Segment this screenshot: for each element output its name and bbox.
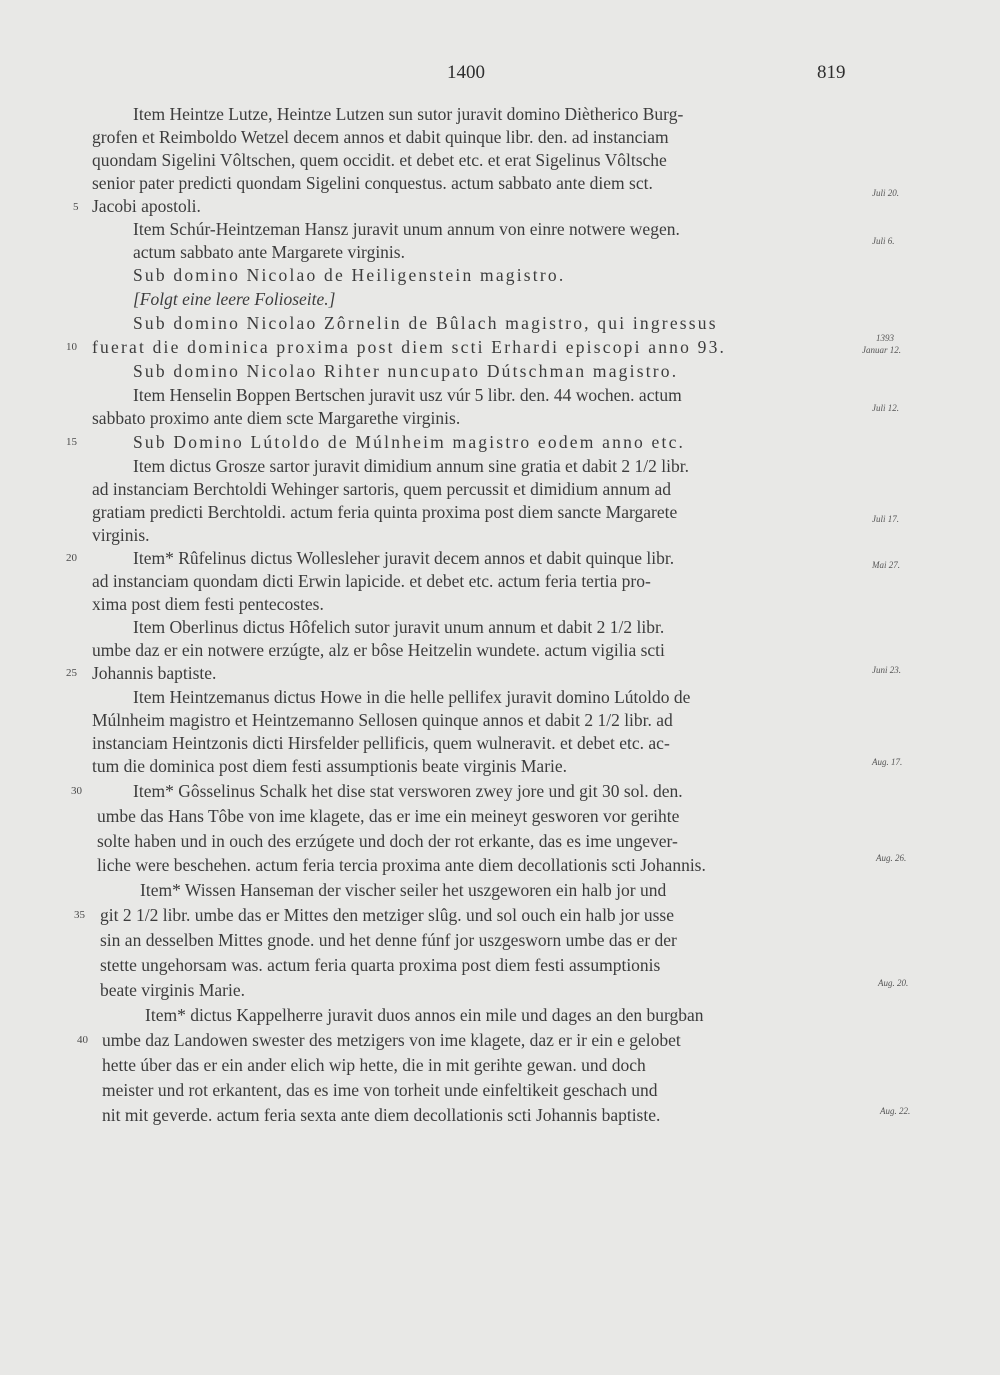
text-line: sin an desselben Mittes gnode. und het denne fúnf jor uszgesworn umbe das er der [100,930,677,950]
line-number: 10 [66,341,77,353]
line-number: 15 [66,436,77,448]
margin-date-note: Juni 23. [872,665,901,675]
margin-date-note: Juli 17. [872,514,899,524]
text-line: actum sabbato ante Margarete virginis. [133,242,405,262]
margin-date-note: Aug. 20. [878,978,909,988]
text-line: Jacobi apostoli. [92,196,201,216]
line-number: 20 [66,552,77,564]
text-line: Item* Gôsselinus Schalk het dise stat versworen zwey jore und git 30 sol. den. [133,781,683,801]
text-line: quondam Sigelini Vôltschen, quem occidit. et debet etc. et erat Sigelinus Vôltsche [92,150,667,170]
text-line: liche were beschehen. actum feria tercia proxima ante diem decollationis scti Johannis. [97,855,706,875]
page-number: 819 [817,62,846,83]
line-number: 35 [74,909,85,921]
text-line: Item Heintzemanus dictus Howe in die helle pellifex juravit domino Lútoldo de [133,687,691,707]
text-line: Johannis baptiste. [92,663,217,683]
line-number: 40 [77,1034,88,1046]
text-line: ad instanciam Berchtoldi Wehinger sartoris, quem percussit et dimidium annum ad [92,479,672,499]
text-line: nit mit geverde. actum feria sexta ante diem decollationis scti Johannis baptiste. [102,1105,661,1125]
section-heading: Sub domino Nicolao de Heiligenstein magistro. [133,265,566,285]
text-line: Múlnheim magistro et Heintzemanno Sellosen quinque annos et dabit 2 1/2 libr. ad [92,710,673,730]
text-line: umbe daz er ein notwere erzúgte, alz er bôse Heitzelin wundete. actum vigilia scti [92,640,665,660]
margin-date-note: Juli 12. [872,403,899,413]
text-line: instanciam Heintzonis dicti Hirsfelder pellificis, quem wulneravit. et debet etc. ac- [92,733,670,753]
line-number: 30 [71,785,82,797]
text-line: hette úber das er ein ander elich wip hette, die in mit gerihte gewan. und doch [102,1055,646,1075]
text-line: Item Oberlinus dictus Hôfelich sutor juravit unum annum et dabit 2 1/2 libr. [133,617,665,637]
text-line: gratiam predicti Berchtoldi. actum feria quinta proxima post diem sancte Margarete [92,502,678,522]
text-line: grofen et Reimboldo Wetzel decem annos et dabit quinque libr. den. ad instanciam [92,127,669,147]
section-heading: fuerat die dominica proxima post diem scti Erhardi episcopi anno 93. [92,337,727,357]
text-line: Item* dictus Kappelherre juravit duos annos ein mile und dages an den burgban [145,1005,704,1025]
text-line: virginis. [92,525,150,545]
margin-date-note: Juli 20. [872,188,899,198]
margin-date-note: Aug. 22. [880,1106,911,1116]
text-line: ad instanciam quondam dicti Erwin lapicide. et debet etc. actum feria tertia pro- [92,571,651,591]
margin-date-note: Aug. 17. [872,757,903,767]
text-line: umbe daz Landowen swester des metzigers von ime klagete, daz er ir ein e gelobet [102,1030,681,1050]
text-line: sabbato proximo ante diem scte Margarethe virginis. [92,408,461,428]
section-heading: Sub Domino Lútoldo de Múlnheim magistro eodem anno etc. [133,432,686,452]
line-number: 25 [66,667,77,679]
text-line: tum die dominica post diem festi assumptionis beate virginis Marie. [92,756,568,776]
text-line: meister und rot erkantent, das es ime von torheit unde einfeltikeit geschach und [102,1080,658,1100]
text-line: stette ungehorsam was. actum feria quarta proxima post diem festi assumptionis [100,955,661,975]
text-line: solte haben und in ouch des erzúgete und doch der rot erkante, das es ime ungever- [97,831,678,851]
text-line: Item Heintze Lutze, Heintze Lutzen sun sutor juravit domino Diètherico Burg- [133,104,684,124]
editorial-note: [Folgt eine leere Folioseite.] [133,289,336,309]
text-line: beate virginis Marie. [100,980,245,1000]
text-line: xima post diem festi pentecostes. [92,594,324,614]
margin-year-note: 1393 [876,333,894,343]
margin-date-note: Aug. 26. [876,853,907,863]
text-line: Item* Wissen Hanseman der vischer seiler het uszgeworen ein halb jor und [140,880,667,900]
margin-date-note: Januar 12. [862,345,901,355]
text-line: Item Schúr-Heintzeman Hansz juravit unum annum von einre notwere wegen. [133,219,680,239]
text-line: umbe das Hans Tôbe von ime klagete, das er ime ein meineyt gesworen vor gerihte [97,806,680,826]
text-line: git 2 1/2 libr. umbe das er Mittes den metziger slûg. und sol ouch ein halb jor usse [100,905,675,925]
section-heading: Sub domino Nicolao Zôrnelin de Bûlach magistro, qui ingressus [133,313,718,333]
text-line: Item Henselin Boppen Bertschen juravit usz vúr 5 libr. den. 44 wochen. actum [133,385,682,405]
text-line: Item* Rûfelinus dictus Wollesleher juravit decem annos et dabit quinque libr. [133,548,675,568]
section-heading: Sub domino Nicolao Rihter nuncupato Dútschman magistro. [133,361,679,381]
text-line: senior pater predicti quondam Sigelini conquestus. actum sabbato ante diem sct. [92,173,653,193]
line-number: 5 [73,201,79,213]
page-year-header: 1400 [447,62,485,83]
margin-date-note: Mai 27. [872,560,900,570]
margin-date-note: Juli 6. [872,236,895,246]
text-line: Item dictus Grosze sartor juravit dimidium annum sine gratia et dabit 2 1/2 libr. [133,456,689,476]
